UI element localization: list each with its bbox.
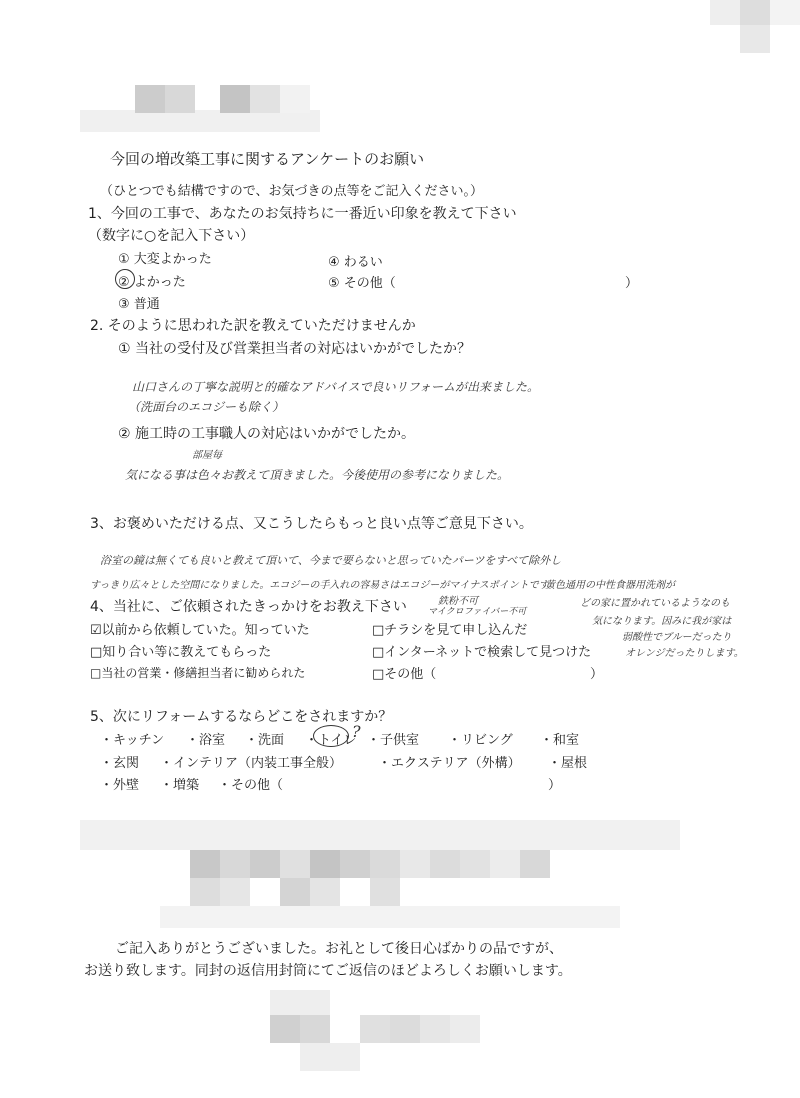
q4-choice-other: □その他（: [372, 667, 437, 682]
page-title: 今回の増改築工事に関するアンケートのお願い: [110, 150, 425, 168]
q4-choice-flyer: □チラシを見て申し込んだ: [372, 623, 528, 638]
q2-sub2: ② 施工時の工事職人の対応はいかがでしたか。: [118, 426, 415, 442]
q5-item-roof: ・屋根: [548, 756, 588, 771]
q5-item-extension: ・増築: [160, 778, 200, 793]
selected-circle-mark: [115, 269, 135, 289]
q5-item-living: ・リビング: [448, 733, 513, 748]
q3-note-a: 鉄粉不可: [438, 596, 478, 607]
q3-side-note-1: 黄色通用の中性食器用洗剤が: [545, 580, 675, 591]
q3-note-b: マイクロファイバー不可: [428, 607, 527, 617]
q5-item-bath: ・浴室: [186, 733, 226, 748]
redacted-block-company: [80, 820, 680, 930]
q2-sub1: ① 当社の受付及び営業担当者の対応はいかがでしたか？: [118, 341, 471, 357]
q3-side-note-3: 気になります。因みに我が家は: [592, 616, 732, 627]
q3-side-note-5: オレンジだったりします。: [625, 648, 744, 659]
q5-item-other: ・その他（: [218, 778, 284, 793]
q2-answer1-line2: （洗面台のエコジーも除く）: [128, 400, 285, 414]
redacted-block-header: [80, 80, 320, 135]
q4-choice-other-close: ）: [590, 667, 604, 682]
q3-question: 3、お褒めいただける点、又こうしたらもっと良い点等ご意見下さい。: [90, 516, 533, 532]
q5-item-entrance: ・玄関: [100, 756, 140, 771]
q5-item-washroom: ・洗面: [245, 733, 285, 748]
footer-line-1: ご記入ありがとうございました。お礼として後日心ばかりの品ですが、: [115, 941, 563, 957]
q5-item-outer-wall: ・外壁: [100, 778, 140, 793]
q4-choice-sales: □当社の営業・修繕担当者に勧められた: [90, 666, 306, 680]
q4-choice-internet: □インターネットで検索して見つけた: [372, 645, 592, 660]
q3-answer-line2: すっきり広々とした空間になりました。エコジーの手入れの容易さはエコジーがマイナスポイントです。: [90, 580, 558, 591]
q1-option-2-label: ② よかった: [118, 275, 186, 290]
q5-question: 5、次にリフォームするならどこをされますか？: [90, 709, 393, 725]
q3-side-note-4: 弱酸性でブルーだったり: [622, 632, 732, 643]
q1-instruction: （数字に○を記入下さい）: [88, 228, 255, 244]
q5-item-toilet-label: ・トイレ: [305, 733, 357, 748]
q2-question: 2. そのように思われた訳を教えていただけませんか: [90, 318, 416, 334]
q1-option-2: [118, 271, 186, 290]
q2-answer2-note: 部屋毎: [192, 450, 222, 461]
q1-option-5-close: ）: [625, 276, 639, 291]
q5-question-mark: ?: [352, 722, 361, 741]
q5-item-kitchen: ・キッチン: [100, 733, 165, 748]
q5-item-interior: ・インテリア（内装工事全般）: [160, 756, 343, 771]
q4-choice-acquaintance: □知り合い等に教えてもらった: [90, 645, 272, 660]
q1-option-3: ③ 普通: [118, 297, 160, 312]
q5-item-childroom: ・子供室: [367, 733, 420, 748]
page-subtitle: （ひとつでも結構ですので、お気づきの点等をご記入ください。）: [100, 184, 483, 199]
q2-answer1-line1: 山口さんの丁寧な説明と的確なアドバイスで良いリフォームが出来ました。: [132, 380, 540, 394]
q5-item-toilet: [305, 729, 356, 748]
q5-item-japanese-room: ・和室: [540, 733, 580, 748]
q3-answer-line1: 浴室の鏡は無くても良いと教えて頂いて、今まで要らないと思っていたパーツをすべて除外し: [100, 554, 562, 567]
q1-option-5: ⑤ その他（: [328, 276, 396, 291]
redacted-block-top-right: [700, 0, 800, 60]
q5-item-other-close: ）: [548, 778, 562, 793]
redacted-block-bottom: [270, 990, 480, 1080]
q5-item-exterior: ・エクステリア（外構）: [378, 756, 521, 771]
q2-answer2: 気になる事は色々お教えて頂きました。今後使用の参考になりました。: [125, 468, 510, 482]
q4-question: 4、当社に、ご依頼されたきっかけをお教え下さい: [90, 599, 407, 615]
q1-question: 1、今回の工事で、あなたのお気持ちに一番近い印象を教えて下さい: [88, 206, 517, 222]
q3-side-note-2: どの家に置かれているようなのも: [580, 598, 730, 609]
q1-option-1: ① 大変よかった: [118, 252, 212, 267]
footer-line-2: お送り致します。同封の返信用封筒にてご返信のほどよろしくお願いします。: [84, 963, 572, 979]
q1-option-4: ④ わるい: [328, 255, 383, 270]
q4-choice-previous: ☑以前から依頼していた。知っていた: [90, 623, 310, 638]
selected-circle-mark: [313, 725, 349, 747]
